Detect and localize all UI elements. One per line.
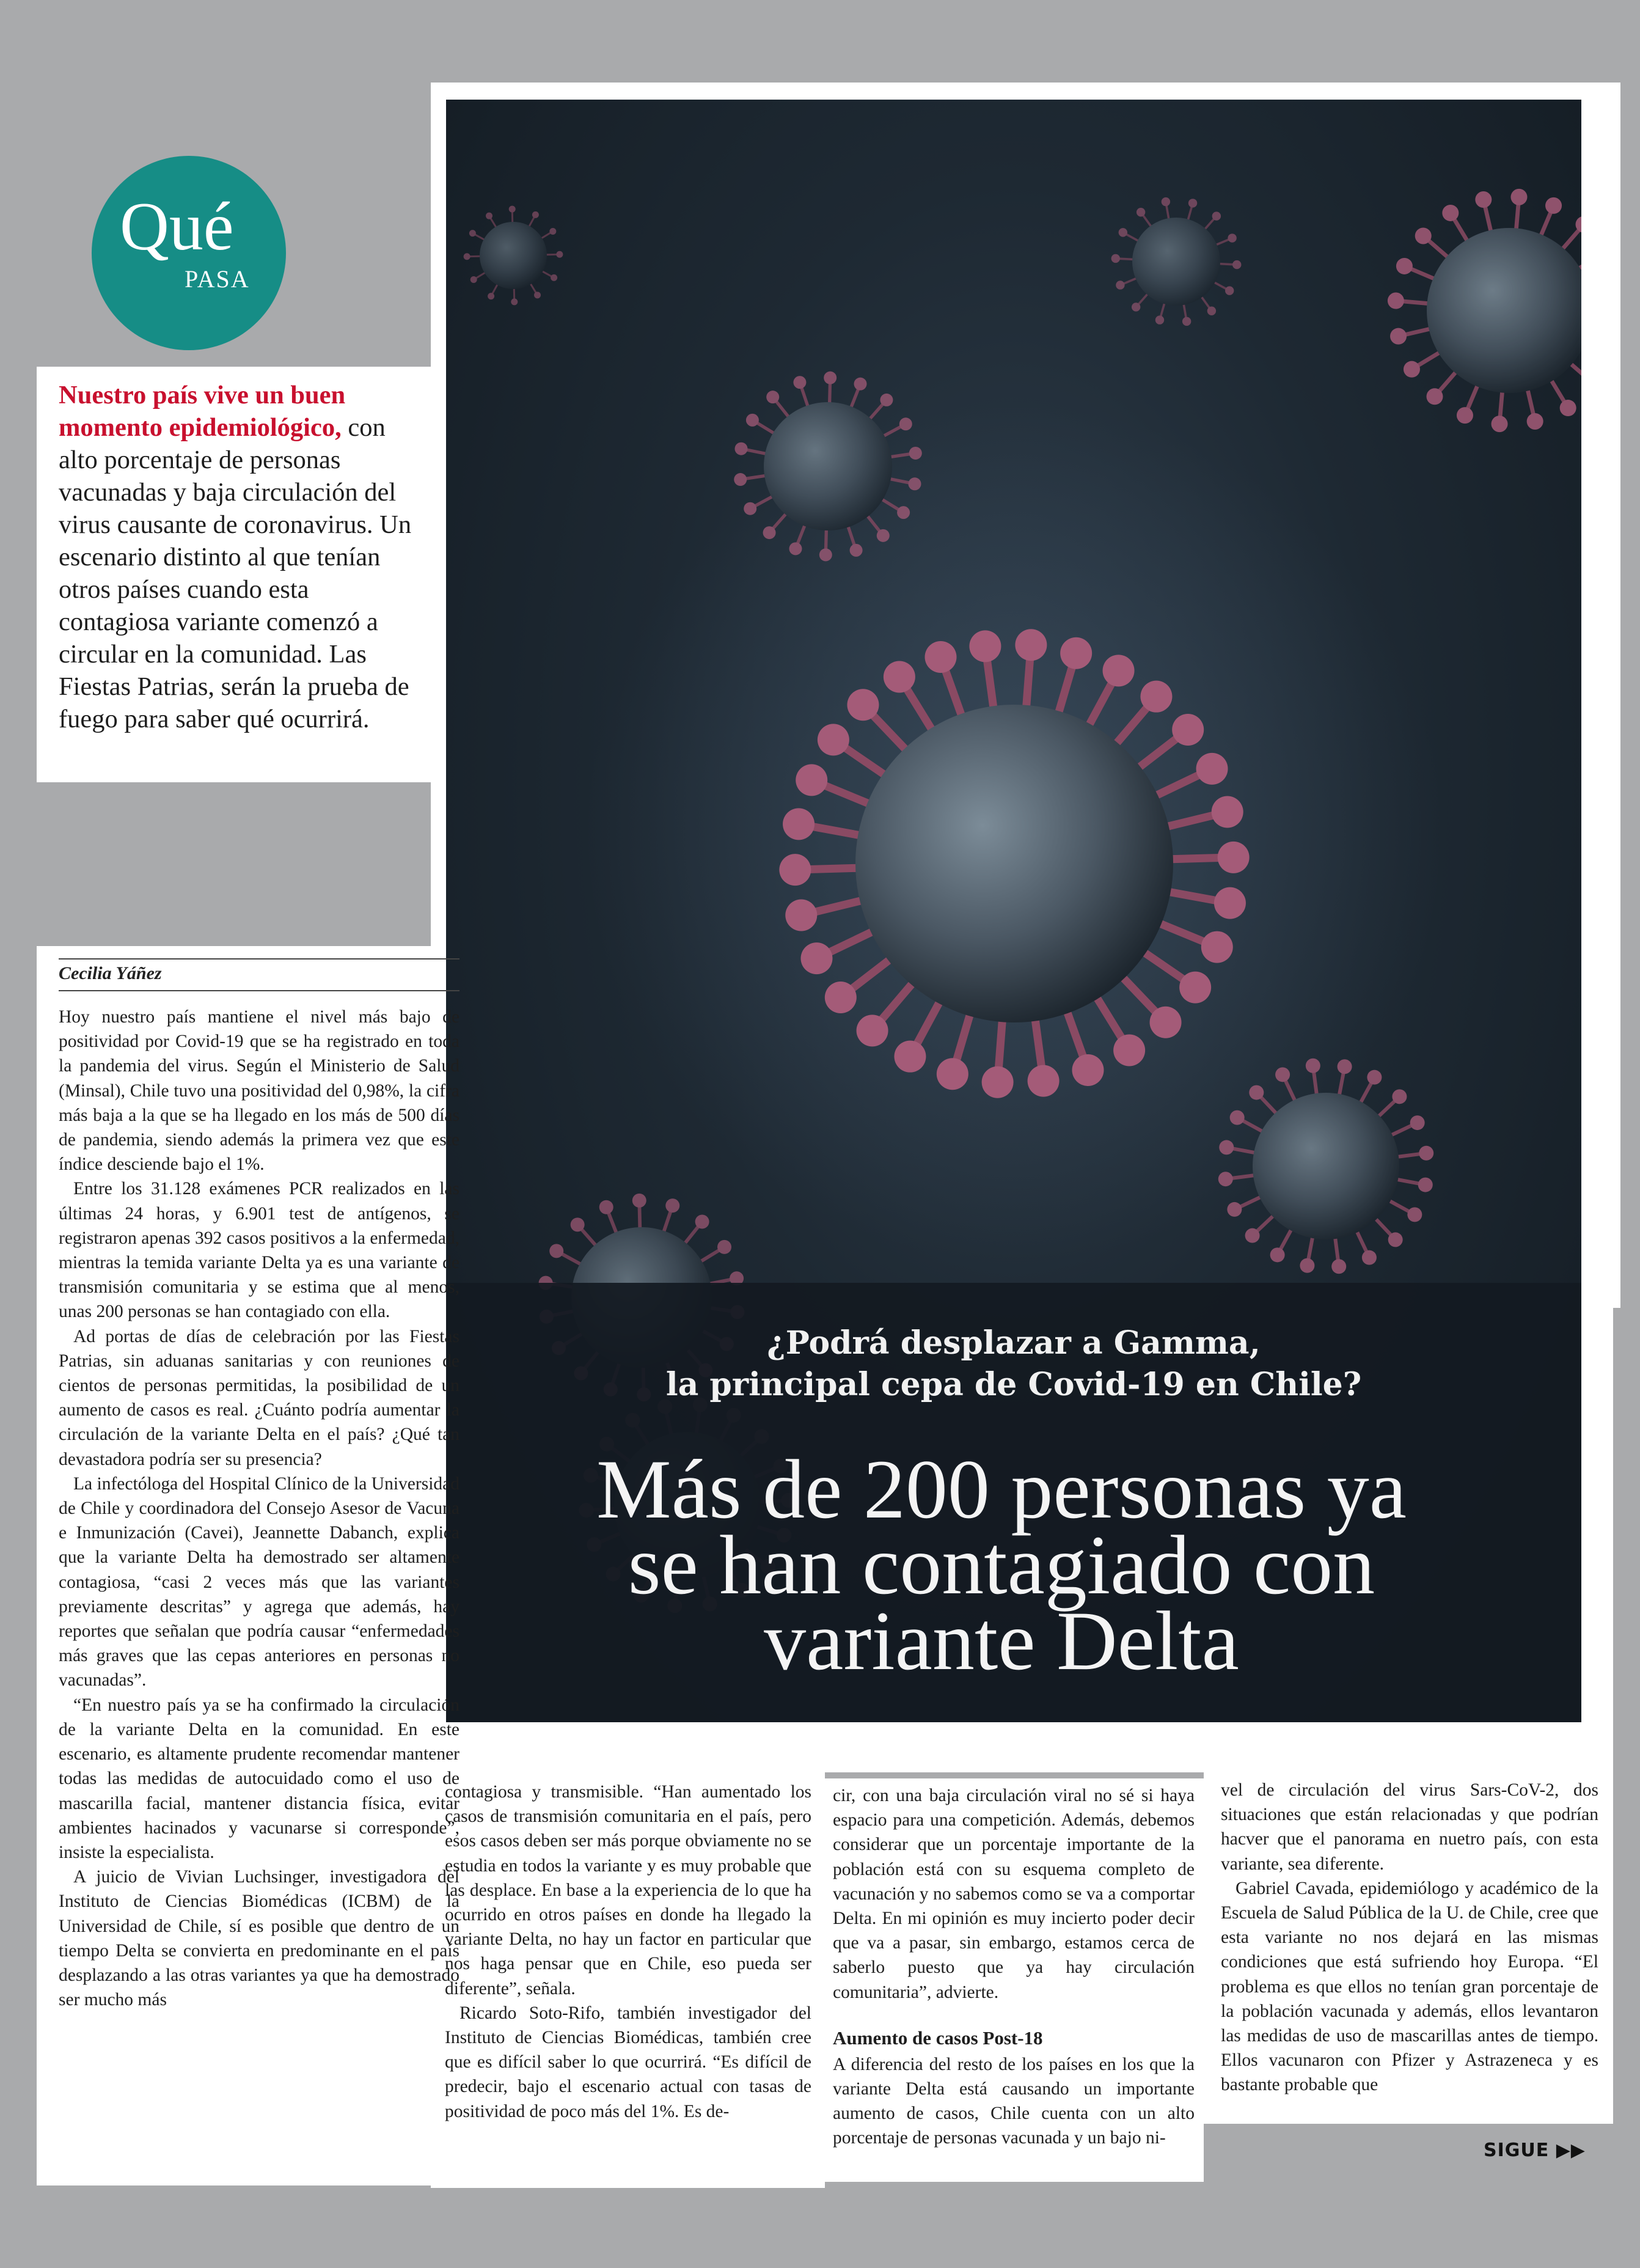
continue-marker: SIGUE ▶▶	[1484, 2140, 1586, 2161]
headline-line-3: variante Delta	[764, 1594, 1239, 1687]
subtitle-line-1: ¿Podrá desplazar a Gamma,	[767, 1324, 1261, 1362]
intro-lead: Nuestro país vive un buen momento epidemiológico,	[59, 381, 346, 442]
virus-particle	[1111, 197, 1242, 326]
hero-image	[446, 100, 1581, 1722]
column-3-text	[833, 1783, 1195, 2151]
paragraph: A juicio de Vivian Luchsinger, investigadora del Instituto de Ciencias Biomédicas (ICBM) de la Universidad de Chile, sí es posible que dentro de un tiempo Delta se convierta en predominante en el país desplazando a las otras variantes ya que ha demostrado ser mucho más	[59, 1867, 459, 2010]
logo-pasa-text: PASA	[185, 265, 250, 293]
paragraph: vel de circulación del virus Sars-CoV-2, dos situaciones que están relacionadas y que podrían hacver que el panorama en nuetro país, con esta variante, sea diferente.	[1221, 1780, 1598, 1874]
paragraph: Gabriel Cavada, epidemiólogo y académico de la Escuela de Salud Pública de la U. de Chile, cree que esta variante no nos dejará en las mismas condiciones que está sufriendo hoy Europa. “El problema es que ellos no tenían gran porcentaje de la población vacunada y además, ellos levantaron las medidas de uso de mascarillas antes de tiempo. Ellos vacunaron con Pfizer y Astrazeneca y es bastante probable que	[1221, 1878, 1598, 2095]
paragraph: Hoy nuestro país mantiene el nivel más bajo de positividad por Covid-19 que se ha registrado en toda la pandemia del virus. Según el Ministerio de Salud (Minsal), Chile tuvo una positividad del 0,98%, la cifra más baja a la que se ha llegado en los más de 500 días de pandemia, siendo además la primera vez que este índice desciende bajo el 1%.	[59, 1007, 459, 1175]
intro-body: con alto porcentaje de personas vacunadas y baja circulación del virus causante de coronavirus. Un escenario distinto al que tenían otros países cuando esta contagiosa variante comenzó a circular en la comunidad. Las Fiestas Patrias, serán la prueba de fuego para saber qué ocurrirá.	[59, 413, 412, 733]
intro-block	[37, 367, 431, 782]
virus-particle	[1388, 189, 1581, 432]
column-2	[431, 1772, 825, 2188]
headline-line-2: se han contagiado con	[628, 1518, 1375, 1612]
paragraph: contagiosa y transmisible. “Han aumentado los casos de transmisión comunitaria en el país, pero esos casos deben ser más porque obviamente no se estudia en todos la variante y es muy probable que las desplace. En base a la experiencia de lo que ha ocurrido en otros países en donde ha llegado la variante Delta, no hay un factor en particular que nos haga pensar que en Chile, eso pueda ser diferente”, señala.	[445, 1782, 811, 1998]
byline-rule-top	[59, 958, 459, 960]
paragraph: La infectóloga del Hospital Clínico de la Universidad de Chile y coordinadora del Consejo Asesor de Vacuna e Inmunización (Cavei), Jeannette Dabanch, explica que la variante Delta ha demostrado ser altamente contagiosa, “casi 2 veces más que las variantes previamente descritas” y agrega que además, hay reportes que señalan que podría causar “enfermedades más graves que las cepas anteriores en personas no vacunadas”.	[59, 1473, 459, 1690]
section-heading: Aumento de casos Post-18	[833, 2027, 1043, 2049]
paragraph: Ad portas de días de celebración por las Fiestas Patrias, sin aduanas sanitarias y con reuniones de cientos de personas permitidas, la posibilidad de un aumento de casos es real. ¿Cuánto podría aumentar la circulación de la variante Delta en el país? ¿Qué tan devastadora podría ser su presencia?	[59, 1326, 459, 1469]
column-1-text	[59, 1005, 459, 2012]
byline: Cecilia Yáñez	[59, 963, 162, 983]
virus-particle	[464, 206, 563, 306]
column-2-text	[445, 1780, 811, 2124]
logo-que-text: Qué	[120, 189, 234, 265]
que-pasa-logo	[92, 156, 286, 350]
intro-text	[59, 379, 425, 735]
paragraph: cir, con una baja circulación viral no sé si haya espacio para una competición. Además, debemos considerar que un porcentaje importante de la población está con su esquema completo de vacunación y no sabemos como se va a comportar Delta. En mi opinión es muy incierto poder decir que va a pasar, sin embargo, estamos cerca de saberlo puesto que ya hay circulación comunitaria”, advierte.	[833, 1786, 1195, 2002]
subtitle-line-2: la principal cepa de Covid-19 en Chile?	[665, 1366, 1362, 1403]
hero-caption-band	[446, 1283, 1581, 1722]
paragraph: “En nuestro país ya se ha confirmado la circulación de la variante Delta en la comunidad. En este escenario, es altamente prudente recomendar mantener todas las medidas de autocuidado como el uso de mascarilla facial, mantener distancia física, evitar ambientes hacinados y vacunarse si corresponde”, insiste la especialista.	[59, 1695, 459, 1862]
paragraph: A diferencia del resto de los países en los que la variante Delta está causando un importante aumento de casos, Chile cuenta con un alto porcentaje de personas vacunada y un bajo ni-	[833, 2054, 1195, 2148]
column-4-text	[1221, 1778, 1598, 2097]
column-3	[819, 1778, 1204, 2182]
paragraph: Ricardo Soto-Rifo, también investigador del Instituto de Ciencias Biomédicas, también cree que es difícil saber lo que ocurrirá. “Es difícil de predecir, bajo el escenario actual con tasas de positividad de poco más del 1%. Es de-	[445, 2003, 811, 2121]
column-4	[1204, 1769, 1613, 2124]
paragraph: Entre los 31.128 exámenes PCR realizados en las últimas 24 horas, y 6.901 test de antígenos, se registraron apenas 392 casos positivos a la enfermedad, mientras la temida variante Delta ya es una variante de transmisión comunitaria y se estima que al menos, unas 200 personas se han contagiado con ella.	[59, 1179, 459, 1322]
headline-line-1: Más de 200 personas ya	[596, 1442, 1407, 1536]
column-1	[37, 946, 459, 2185]
byline-rule-bottom	[59, 990, 459, 991]
